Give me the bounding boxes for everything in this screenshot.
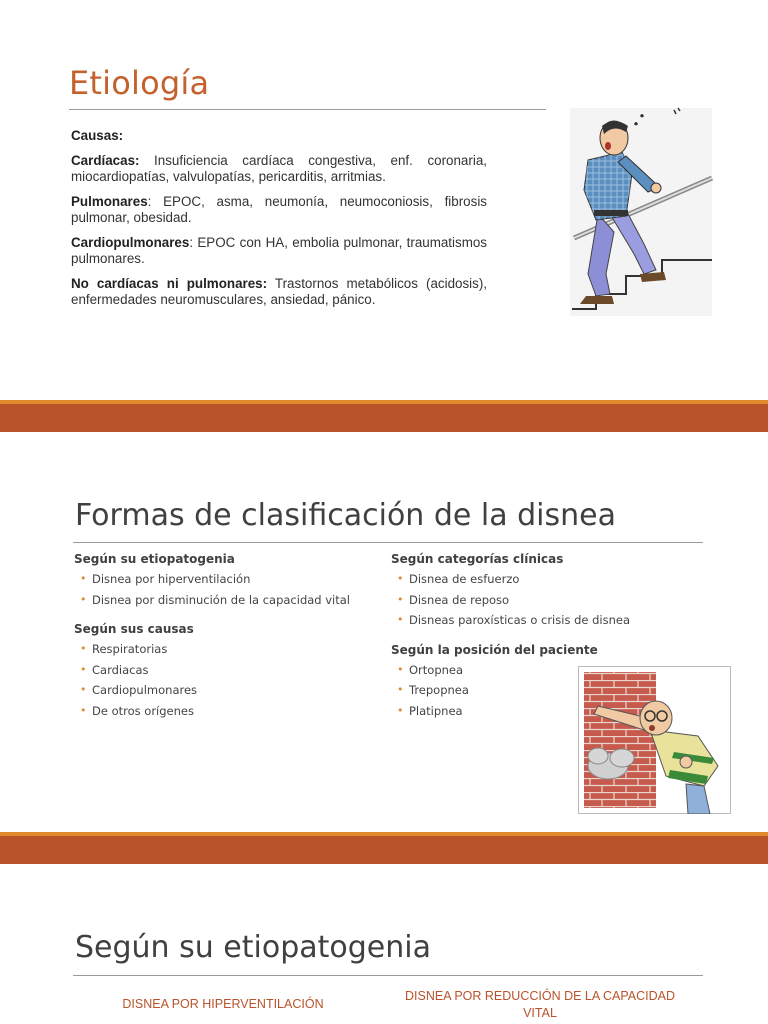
slide3-title: Según su etiopatogenia bbox=[75, 930, 431, 965]
slide2-title: Formas de clasificación de la disnea bbox=[75, 498, 616, 533]
slide-separator bbox=[0, 400, 768, 432]
list-item: • Ortopnea bbox=[391, 660, 691, 681]
title-rule bbox=[73, 542, 703, 543]
cause-paragraph: Cardiopulmonares: EPOC con HA, embolia pulmonar, traumatismos pulmonares. bbox=[71, 234, 487, 266]
cause-paragraph: No cardíacas ni pulmonares: Trastornos metabólicos (acidosis), enfermedades neuromusculares, ansiedad, pánico. bbox=[71, 275, 488, 307]
list-item: • Disnea por disminución de la capacidad vital bbox=[74, 590, 374, 611]
list-item: • Cardiacas bbox=[74, 660, 374, 681]
man-breathless-wall-illustration bbox=[578, 666, 731, 814]
group-heading: Según su etiopatogenia bbox=[74, 552, 235, 566]
list-item: • Disneas paroxísticas o crisis de disnea bbox=[391, 610, 691, 631]
slide-etiologia bbox=[0, 0, 768, 400]
group-heading: Según sus causas bbox=[74, 622, 194, 636]
column-heading-vital-capacity: DISNEA POR REDUCCIÓN DE LA CAPACIDAD VITAL bbox=[405, 989, 675, 1020]
slide-separator bbox=[0, 832, 768, 864]
man-climbing-stairs-illustration bbox=[566, 104, 716, 320]
causes-text bbox=[71, 128, 487, 317]
list-item: • Disnea de reposo bbox=[391, 590, 691, 611]
classification-left-column bbox=[74, 552, 374, 733]
title-rule bbox=[73, 975, 703, 976]
group-heading: Según categorías clínicas bbox=[391, 552, 564, 566]
title-rule bbox=[69, 109, 546, 110]
group-heading: Según la posición del paciente bbox=[391, 642, 598, 657]
cause-paragraph: Cardíacas: Insuficiencia cardíaca congestiva, enf. coronaria, miocardiopatías, valvulopatías, pericarditis, arritmias. bbox=[71, 152, 487, 184]
list-item: • Disnea por hiperventilación bbox=[74, 569, 374, 590]
column-heading-hyperventilation: DISNEA POR HIPERVENTILACIÓN bbox=[122, 997, 324, 1011]
list-item: • Respiratorias bbox=[74, 639, 374, 660]
list-item: • Disnea de esfuerzo bbox=[391, 569, 691, 590]
list-item: • Trepopnea bbox=[391, 680, 691, 701]
slide-clasificacion bbox=[0, 432, 768, 832]
slide1-title: Etiología bbox=[69, 64, 210, 102]
slide-etiopatogenia bbox=[0, 864, 768, 1024]
causes-label: Causas: bbox=[71, 128, 124, 143]
list-item: • Cardiopulmonares bbox=[74, 680, 374, 701]
cause-paragraph: Pulmonares: EPOC, asma, neumonía, neumoconiosis, fibrosis pulmonar, obesidad. bbox=[71, 193, 487, 225]
list-item: • De otros orígenes bbox=[74, 701, 374, 722]
list-item: • Platipnea bbox=[391, 701, 691, 722]
